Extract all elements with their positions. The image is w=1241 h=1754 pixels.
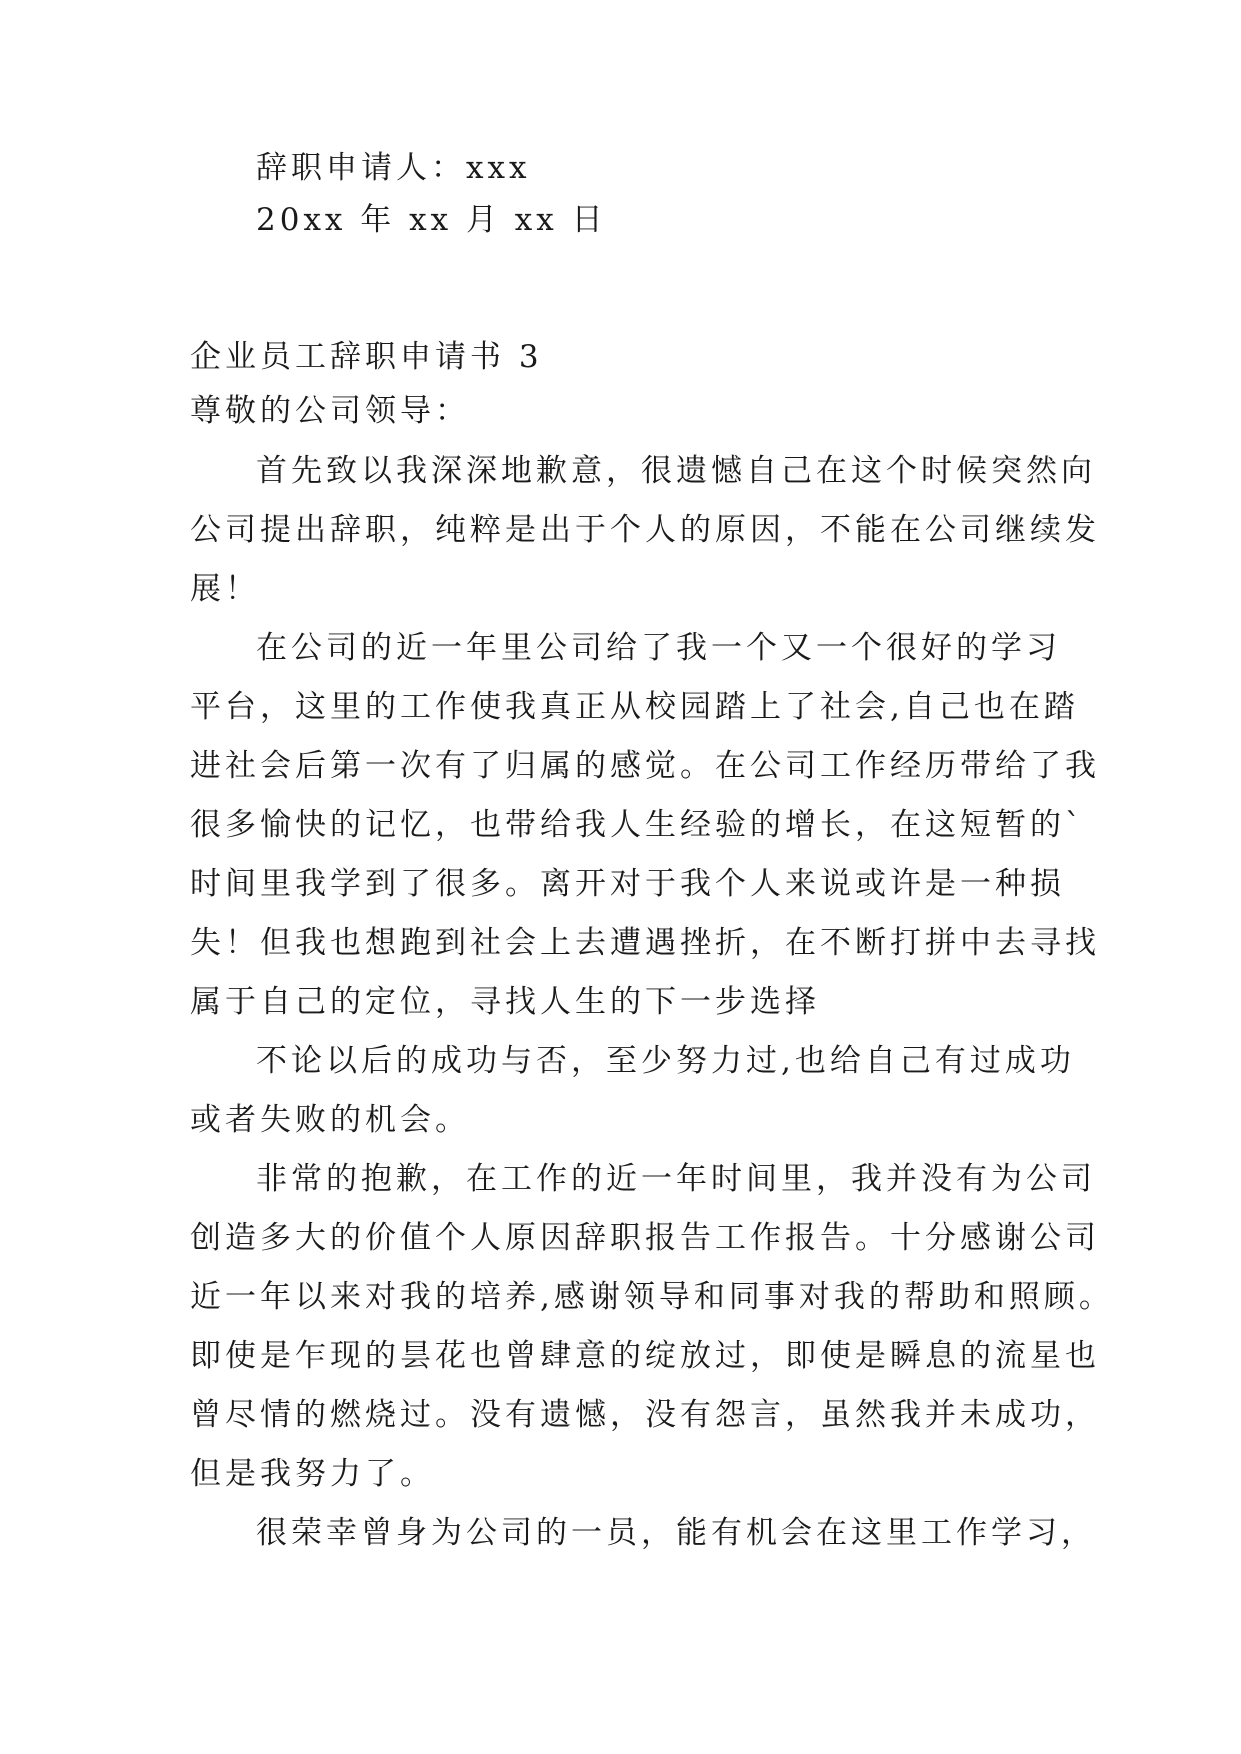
body-line: 失！但我也想跑到社会上去遭遇挫折，在不断打拼中去寻找 — [190, 925, 1100, 961]
body-line: 很荣幸曾身为公司的一员，能有机会在这里工作学习， — [256, 1515, 1096, 1551]
body-line: 首先致以我深深地歉意，很遗憾自己在这个时候突然向 — [256, 453, 1096, 489]
body-line: 但是我努力了。 — [190, 1456, 435, 1492]
body-line: 时间里我学到了很多。离开对于我个人来说或许是一种损 — [190, 866, 1065, 902]
body-line: 或者失败的机会。 — [190, 1102, 470, 1138]
body-line: 非常的抱歉，在工作的近一年时间里，我并没有为公司 — [256, 1161, 1096, 1197]
body-line: 曾尽情的燃烧过。没有遗憾，没有怨言，虽然我并未成功， — [190, 1397, 1100, 1433]
body-line: 不论以后的成功与否，至少努力过,也给自己有过成功 — [256, 1043, 1075, 1079]
salutation: 尊敬的公司领导： — [190, 393, 470, 429]
body-line: 展！ — [190, 571, 260, 607]
body-line: 进社会后第一次有了归属的感觉。在公司工作经历带给了我 — [190, 748, 1100, 784]
body-line: 在公司的近一年里公司给了我一个又一个很好的学习 — [256, 630, 1061, 666]
body-line: 公司提出辞职，纯粹是出于个人的原因，不能在公司继续发 — [190, 512, 1100, 548]
body-line: 创造多大的价值个人原因辞职报告工作报告。十分感谢公司 — [190, 1220, 1100, 1256]
body-line: 很多愉快的记忆，也带给我人生经验的增长，在这短暂的` — [190, 807, 1085, 843]
body-line: 近一年以来对我的培养,感谢领导和同事对我的帮助和照顾。 — [190, 1279, 1114, 1315]
signature-date: 20xx 年 xx 月 xx 日 — [256, 202, 607, 238]
body-line: 属于自己的定位，寻找人生的下一步选择 — [190, 984, 820, 1020]
letter-title: 企业员工辞职申请书 3 — [190, 339, 543, 375]
body-line: 即使是乍现的昙花也曾肆意的绽放过，即使是瞬息的流星也 — [190, 1338, 1100, 1374]
applicant-signature: 辞职申请人：xxx — [256, 150, 531, 186]
body-line: 平台，这里的工作使我真正从校园踏上了社会,自己也在踏 — [190, 689, 1079, 725]
